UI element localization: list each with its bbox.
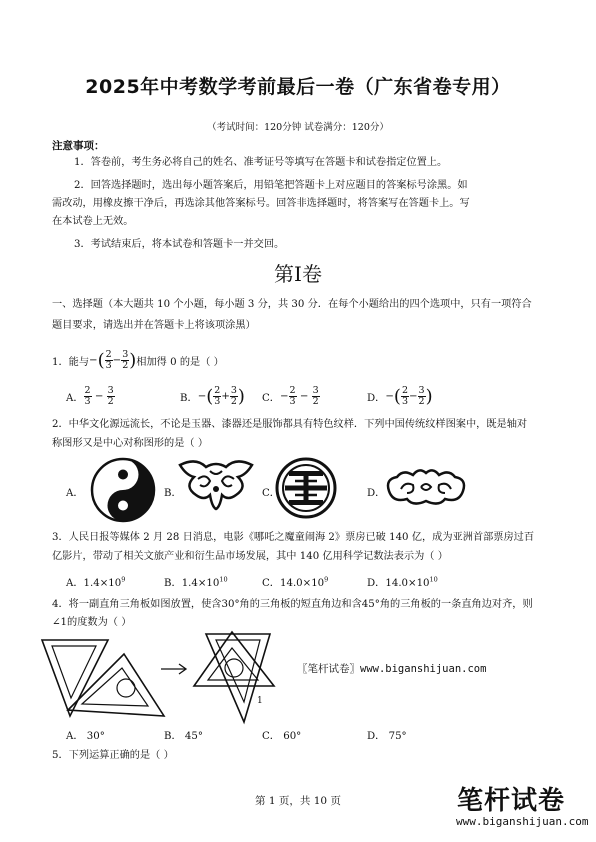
q4-option-a[interactable]: A． 30° <box>66 731 105 742</box>
q2-stem-line-1: 2．中华文化源远流长，不论是玉器、漆器还是服饰都具有特色纹样．下列中国传统纹样图案中，既是轴对 <box>52 419 528 430</box>
q3-option-a[interactable]: A．$1.4\times 10^9$ <box>66 575 126 589</box>
q2-option-d-label[interactable]: D． <box>367 488 386 499</box>
q4-option-b[interactable]: B． 45° <box>164 731 203 742</box>
q3-option-b[interactable]: B．$1.4\times 10^{10}$ <box>164 575 228 589</box>
q4-option-d[interactable]: D． 75° <box>367 731 407 742</box>
auspicious-cloud-pattern <box>383 463 469 511</box>
part1-instructions-line-1: 一、选择题（本大题共 10 个小题，每小题 3 分，共 30 分．在每个小题给出的四个选项中，只有一项符合 <box>52 299 532 310</box>
angle-1-label: 1 <box>257 696 263 706</box>
yin-yang-pattern <box>90 457 156 523</box>
watermark-brand: 笔杆试卷 <box>457 786 566 816</box>
triangle-boards-before-figure <box>40 632 180 722</box>
part1-instructions-line-2: 题目要求，请选出并在答题卡上将该项涂黑） <box>52 320 256 331</box>
watermark-site-text: 〖笔杆试卷〗www.biganshijuan.com <box>297 663 487 675</box>
note-line-3: 需改动，用橡皮擦干净后，再选涂其他答案标号。回答非选择题时，将答案写在答题卡上。写 <box>52 198 470 209</box>
circular-shou-pattern <box>275 457 337 519</box>
q1-option-a[interactable]: A． $\frac{2}{3}$ − $\frac{3}{2}$ <box>66 384 114 407</box>
exam-title: 2025年中考数学考前最后一卷（广东省卷专用） <box>85 76 511 98</box>
note-line-4: 在本试卷上无效。 <box>52 216 134 227</box>
q2-option-a-label[interactable]: A． <box>66 488 84 499</box>
q2-option-b-label[interactable]: B． <box>164 488 182 499</box>
page-number: 第 1 页，共 10 页 <box>255 795 341 807</box>
q3-option-d[interactable]: D．$14.0\times 10^{10}$ <box>367 575 438 589</box>
q2-option-c-label[interactable]: C． <box>262 488 280 499</box>
q3-option-c[interactable]: C．$14.0\times 10^9$ <box>262 575 329 589</box>
q1-stem-prefix: 1．能与 <box>52 356 90 368</box>
q3-stem-line-1: 3．人民日报等媒体 2 月 28 日消息，电影《哪吒之魔童闹海 2》票房已破 140 亿，成为亚洲首部票房过百 <box>52 532 535 543</box>
q4-stem-line-2: ∠1的度数为（ ） <box>52 617 132 628</box>
q1-stem: 1．能与 − ( $\frac{2}{3}$ − $\frac{3}{2}$ ) 相加得 0 的是（ ） <box>52 348 224 371</box>
section-title: 第Ⅰ卷 <box>274 262 322 286</box>
note-line-1: 1．答卷前，考生务必将自己的姓名、准考证号等填写在答题卡和试卷指定位置上。 <box>74 157 448 168</box>
q5-stem: 5．下列运算正确的是（ ） <box>52 750 174 761</box>
watermark-url: www.biganshijuan.com <box>456 815 589 828</box>
q1-option-b[interactable]: B． − ( $\frac{2}{3}$ + $\frac{3}{2}$ ) <box>180 384 245 407</box>
triangle-boards-after-figure <box>188 626 278 726</box>
note-line-5: 3．考试结束后，将本试卷和答题卡一并交回。 <box>74 239 285 250</box>
notes-heading: 注意事项： <box>52 140 105 152</box>
fraction-2-3: $\frac{2}{3}$ <box>105 348 112 371</box>
q4-stem-line-1: 4．将一副直角三角板如图放置，使含30°角的三角板的短直角边和含45°角的三角板的一条直角边对齐，则 <box>52 599 533 610</box>
q2-stem-line-2: 称图形又是中心对称图形的是（ ） <box>52 438 209 449</box>
q1-option-c[interactable]: C． − $\frac{2}{3}$ − $\frac{3}{2}$ <box>262 384 319 407</box>
exam-subtitle: （考试时间：120分钟 试卷满分：120分） <box>207 122 389 133</box>
note-line-2: 2．回答选择题时，选出每小题答案后，用铅笔把答题卡上对应题目的答案标号涂黑。如 <box>74 180 468 191</box>
q1-stem-suffix: 相加得 0 的是（ ） <box>136 356 224 368</box>
q3-stem-line-2: 亿影片，带动了相关文旅产业和衍生品市场发展，其中 140 亿用科学记数法表示为（ ） <box>52 551 448 562</box>
cloud-bat-pattern <box>176 459 256 511</box>
fraction-3-2: $\frac{3}{2}$ <box>122 348 129 371</box>
q1-option-d[interactable]: D． − ( $\frac{2}{3}$ − $\frac{3}{2}$ ) <box>367 384 433 407</box>
q4-option-c[interactable]: C． 60° <box>262 731 302 742</box>
arrow-right-icon <box>160 662 188 676</box>
